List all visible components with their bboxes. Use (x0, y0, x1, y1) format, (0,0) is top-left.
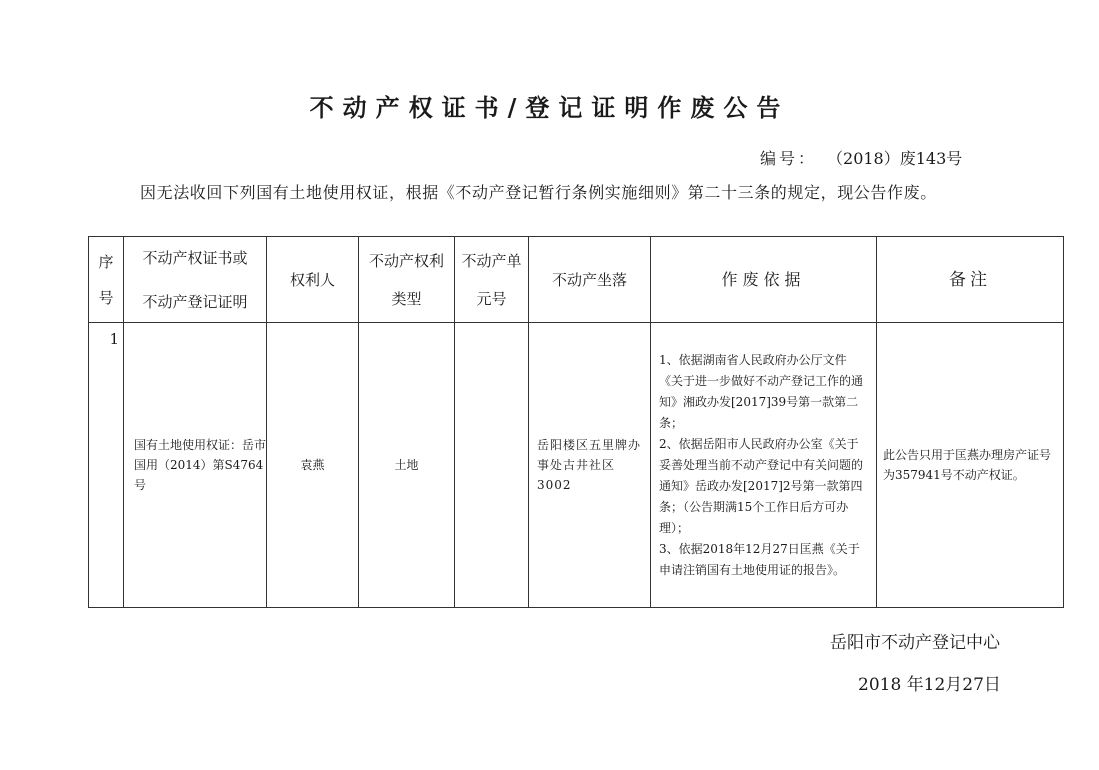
header-unit-no: 不动产单 元号 (455, 237, 529, 323)
row-right-type: 土地 (359, 323, 455, 608)
header-location: 不动产坐落 (529, 237, 651, 323)
header-seq: 序号 (89, 237, 124, 323)
row-seq: 1 (89, 323, 124, 608)
table-header-row (89, 237, 1064, 323)
document-number-value: （2018）废143号 (835, 149, 963, 168)
row-remarks: 此公告只用于匡燕办理房产证号为357941号不动产权证。 (877, 323, 1064, 608)
basis-item: 2、依据岳阳市人民政府办公室《关于妥善处理当前不动产登记中有关问题的通知》岳政办发[2017]2号第一款第四条；（公告期满15个工作日后方可办理）； (659, 436, 864, 535)
intro-paragraph: 因无法收回下列国有土地使用权证，根据《不动产登记暂行条例实施细则》第二十三条的规定，现公告作废。 (140, 183, 937, 202)
basis-item: 3、依据2018年12月27日匡燕《关于申请注销国有土地使用证的报告》。 (659, 541, 860, 577)
header-holder: 权利人 (267, 237, 359, 323)
basis-item: 1、依据湖南省人民政府办公厅文件《关于进一步做好不动产登记工作的通知》湘政办发[2017]39号第一款第二条； (659, 352, 864, 430)
document-number-label: 编号： (760, 149, 818, 168)
void-certificate-table (88, 236, 1064, 608)
row-location: 岳阳楼区五里牌办事处古井社区3002 (529, 323, 651, 608)
document-number (760, 146, 962, 169)
header-right-type: 不动产权利 类型 (359, 237, 455, 323)
notice-title: 不动产权证书/登记证明作废公告 (309, 93, 790, 122)
table-row (89, 323, 1064, 608)
issue-date: 2018 年12月27日 (858, 675, 1001, 695)
row-holder: 袁燕 (267, 323, 359, 608)
header-certificate: 不动产权证书或 不动产登记证明 (124, 237, 267, 323)
header-basis: 作废依据 (651, 237, 877, 323)
issuer-name: 岳阳市不动产登记中心 (830, 633, 1000, 653)
row-certificate: 国有土地使用权证：岳市国用（2014）第S4764号 (124, 323, 267, 608)
row-unit-no (455, 323, 529, 608)
row-basis (651, 323, 877, 608)
header-remarks: 备注 (877, 237, 1064, 323)
